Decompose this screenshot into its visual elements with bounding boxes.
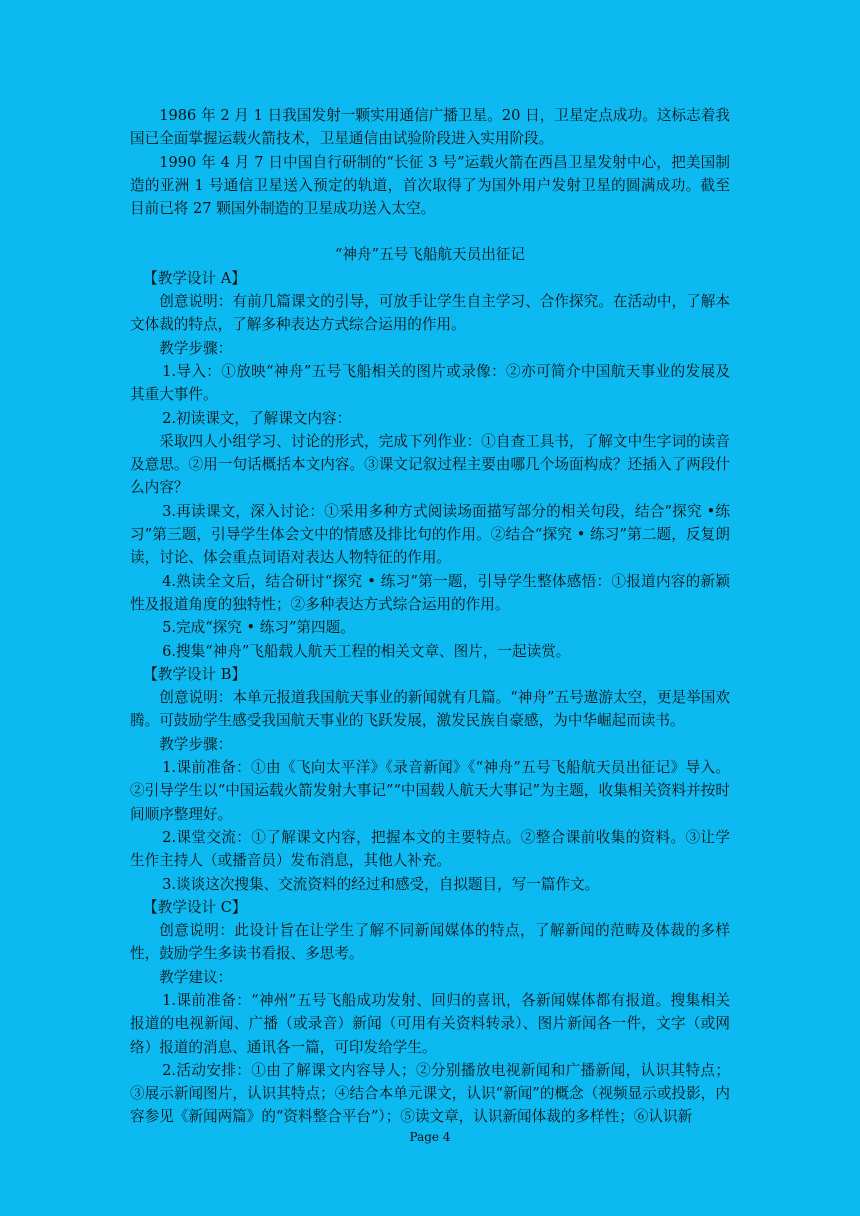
design-b-step-1: 1.课前准备：①由《飞向太平洋》《录音新闻》《“神舟”五号飞船航天员出征记》导入。②引导学生以“中国运载火箭发射大事记”“中国载人航天大事记”为主题，收集相关资料并按时间顺序整理好。 (130, 759, 730, 823)
page-number: Page 4 (409, 1130, 451, 1144)
design-c-item-1: 1.课前准备：“神州”五号飞船成功发射、回归的喜讯，各新闻媒体都有报道。搜集相关报道的电视新闻、广播（或录音）新闻（可用有关资料转录）、图片新闻各一件，文字（或网络）报道的消息、通讯各一篇，可印发给学生。 (130, 991, 730, 1056)
paragraph-1986: 1986 年 2 月 1 日我国发射一颗实用通信广播卫星。20 日，卫星定点成功。这标志着我国已全面掌握运载火箭技术，卫星通信由试验阶段进入实用阶段。 (130, 107, 730, 148)
design-a-step-3: 3.再读课文，深入讨论：①采用多种方式阅读场面描写部分的相关句段，结合“探究 •练习”第三题，引导学生体会文中的情感及排比句的作用。②结合“探究 • 练习”第二题，反复朗读，讨论、体会重点词语对表达人物特征的作用。 (130, 502, 730, 567)
page-content (130, 104, 730, 1129)
design-a-step-4: 4.熟读全文后，结合研讨“探究 • 练习”第一题，引导学生整体感悟：①报道内容的新颖性及报道角度的独特性；②多种表达方式综合运用的作用。 (130, 572, 730, 613)
paragraph-1990: 1990 年 4 月 7 日中国自行研制的“长征 3 号”运载火箭在西昌卫星发射中心，把美国制造的亚洲 1 号通信卫星送入预定的轨道，首次取得了为国外用户发射卫星的圆满成功。截至目前已将 27 颗国外制造的卫星成功送入太空。 (130, 153, 730, 218)
design-a-step-2: 2.初读课文，了解课文内容： (162, 409, 352, 427)
design-b-step-2: 2.课堂交流：①了解课文内容，把握本文的主要特点。②整合课前收集的资料。③让学生作主持人（或播音员）发布消息，其他人补充。 (130, 828, 730, 870)
design-a-step-5: 5.完成“探究 • 练习”第四题。 (162, 619, 355, 637)
design-b-step-3: 3.谈谈这次搜集、交流资料的经过和感受，自拟题目，写一篇作文。 (162, 875, 600, 893)
design-a-step-2-detail: 采取四人小组学习、讨论的形式，完成下列作业：①自查工具书，了解文中生字词的读音及意思。②用一句话概括本文内容。③课文记叙过程主要由哪几个场面构成？还插入了两段什么内容？ (130, 432, 730, 497)
design-c-suggestions-label: 教学建议： (159, 968, 233, 986)
design-b-heading: 【教学设计 B】 (143, 665, 247, 683)
lesson-title: “神舟”五号飞船航天员出征记 (334, 246, 526, 264)
design-c-idea: 创意说明：此设计旨在让学生了解不同新闻媒体的特点，了解新闻的范畴及体裁的多样性，鼓励学生多读书看报、多思考。 (130, 922, 730, 963)
design-a-idea: 创意说明：有前几篇课文的引导，可放手让学生自主学习、合作探究。在活动中，了解本文体裁的特点，了解多种表达方式综合运用的作用。 (130, 293, 730, 334)
design-b-idea: 创意说明：本单元报道我国航天事业的新闻就有几篇。“神舟”五号遨游太空，更是举国欢腾。可鼓励学生感受我国航天事业的飞跃发展，激发民族自豪感，为中华崛起而读书。 (130, 689, 730, 730)
design-a-step-1: 1.导入：①放映“神舟”五号飞船相关的图片或录像：②亦可简介中国航天事业的发展及其重大事件。 (130, 362, 730, 404)
design-b-steps-label: 教学步骤： (159, 735, 233, 753)
design-a-steps-label: 教学步骤： (159, 339, 233, 357)
design-a-heading: 【教学设计 A】 (143, 269, 246, 287)
design-a-step-6: 6.搜集“神舟”飞船载人航天工程的相关文章、图片，一起读赏。 (162, 642, 571, 660)
design-c-item-2: 2.活动安排：①由了解课文内容导人；②分别播放电视新闻和广播新闻，认识其特点；③展示新闻图片，认识其特点；④结合本单元课文，认识“新闻”的概念（视频显示或投影，内容参见《新闻两篇》的“资料整合平台”）；⑤读文章，认识新闻体裁的多样性；⑥认识新 (130, 1061, 730, 1126)
design-c-heading: 【教学设计 C】 (143, 898, 247, 916)
